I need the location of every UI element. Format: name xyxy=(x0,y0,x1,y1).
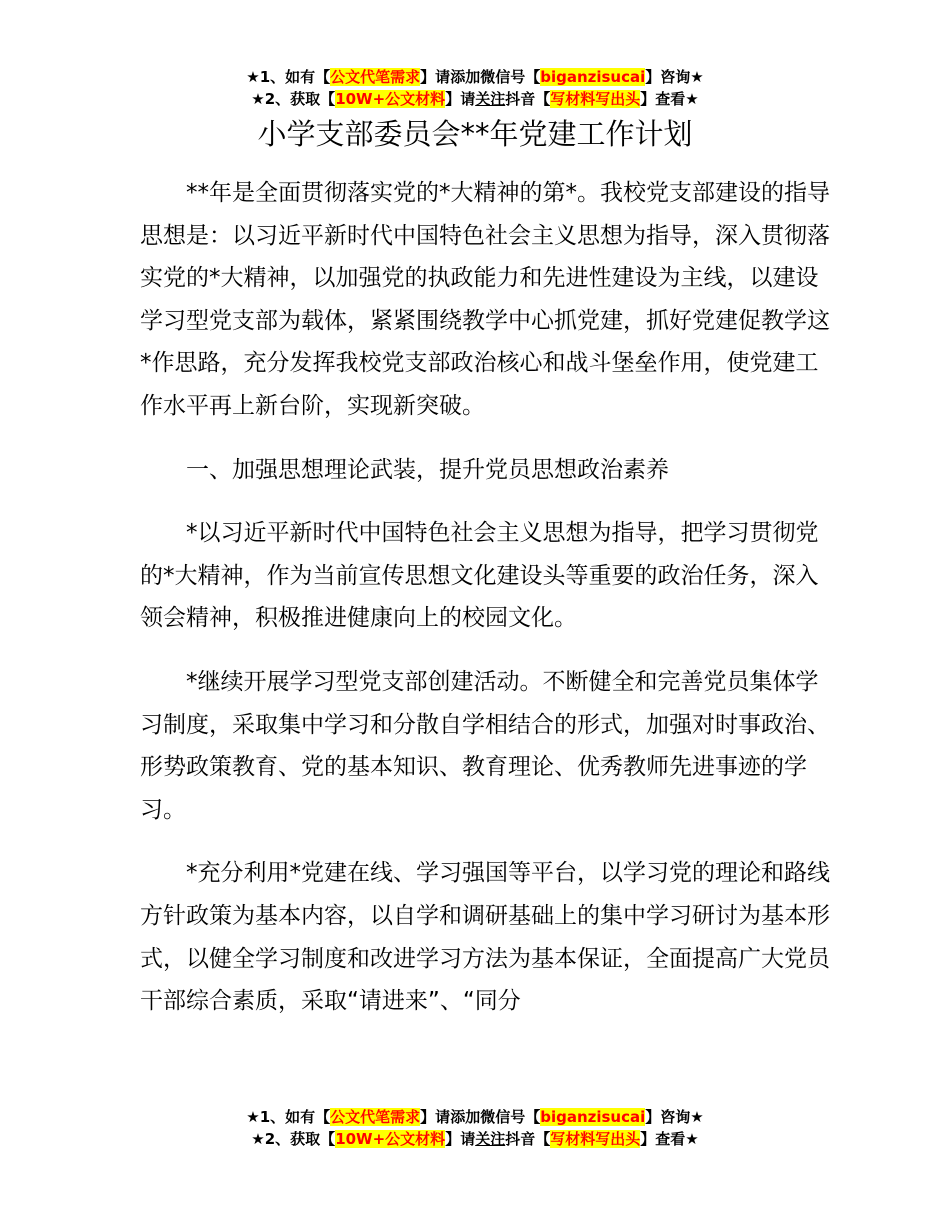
banner-text: 微信号【 xyxy=(480,1108,541,1126)
banner-text: 】查看★ xyxy=(640,90,699,108)
banner-wechat-id: biganzisucai xyxy=(540,68,646,86)
paragraph: *继续开展学习型党支部创建活动。不断健全和完善党员集体学习制度，采取集中学习和分散自学相结合的形式，加强对时事政治、形势政策教育、党的基本知识、教育理论、优秀教师先进事迹的学习。 xyxy=(140,668,830,823)
banner-text: 添加 xyxy=(450,1108,481,1126)
header-banner xyxy=(0,66,950,110)
footer-banner xyxy=(0,1106,950,1150)
banner-text: 】咨询★ xyxy=(645,1108,704,1126)
banner-text: ★2、获取【 xyxy=(251,90,336,108)
banner-highlight: 写材料写出头 xyxy=(550,90,641,108)
banner-text: ★1、如有【 xyxy=(246,1108,331,1126)
banner-line-1 xyxy=(0,66,950,88)
banner-text: 】请 xyxy=(420,1108,451,1126)
banner-text: 】查看★ xyxy=(640,1130,699,1148)
banner-wechat-id: biganzisucai xyxy=(540,1108,646,1126)
banner-text: 关注 xyxy=(475,1130,506,1148)
banner-text: 抖音【 xyxy=(505,1130,551,1148)
banner-text: 关注 xyxy=(475,90,506,108)
banner-line-2 xyxy=(0,88,950,110)
banner-text: ★2、获取【 xyxy=(251,1130,336,1148)
banner-text: 】请 xyxy=(420,68,451,86)
banner-text: 抖音【 xyxy=(505,90,551,108)
banner-line-1 xyxy=(0,1106,950,1128)
banner-text: 添加 xyxy=(450,68,481,86)
banner-text: 】请 xyxy=(445,1130,476,1148)
banner-highlight: 公文代笔需求 xyxy=(330,1108,421,1126)
banner-highlight: 10W+公文材料 xyxy=(335,90,446,108)
banner-highlight: 写材料写出头 xyxy=(550,1130,641,1148)
document-body xyxy=(140,172,840,1044)
document-title: 小学支部委员会**年党建工作计划 xyxy=(257,117,693,151)
paragraph: *充分利用*党建在线、学习强国等平台，以学习党的理论和路线方针政策为基本内容，以自学和调研基础上的集中学习研讨为基本形式，以健全学习制度和改进学习方法为基本保证，全面提高广大党员干部综合素质，采取“请进来”、“同分 xyxy=(140,860,830,1015)
banner-text: ★1、如有【 xyxy=(246,68,331,86)
paragraph-intro: **年是全面贯彻落实党的*大精神的第*。我校党支部建设的指导思想是：以习近平新时代中国特色社会主义思想为指导，深入贯彻落实党的*大精神，以加强党的执政能力和先进性建设为主线，以建设学习型党支部为载体，紧紧围绕教学中心抓党建，抓好党建促教学这*作思路，充分发挥我校党支部政治核心和战斗堡垒作用，使党建工作水平再上新台阶，实现新突破。 xyxy=(140,180,830,419)
section-heading: 一、加强思想理论武装，提升党员思想政治素养 xyxy=(186,456,669,483)
banner-highlight: 公文代笔需求 xyxy=(330,68,421,86)
banner-text: 微信号【 xyxy=(480,68,541,86)
paragraph: *以习近平新时代中国特色社会主义思想为指导，把学习贯彻党的*大精神，作为当前宣传思想文化建设头等重要的政治任务，深入领会精神，积极推进健康向上的校园文化。 xyxy=(140,520,819,632)
banner-highlight: 10W+公文材料 xyxy=(335,1130,446,1148)
banner-text: 】咨询★ xyxy=(645,68,704,86)
banner-text: 】请 xyxy=(445,90,476,108)
banner-line-2 xyxy=(0,1128,950,1150)
